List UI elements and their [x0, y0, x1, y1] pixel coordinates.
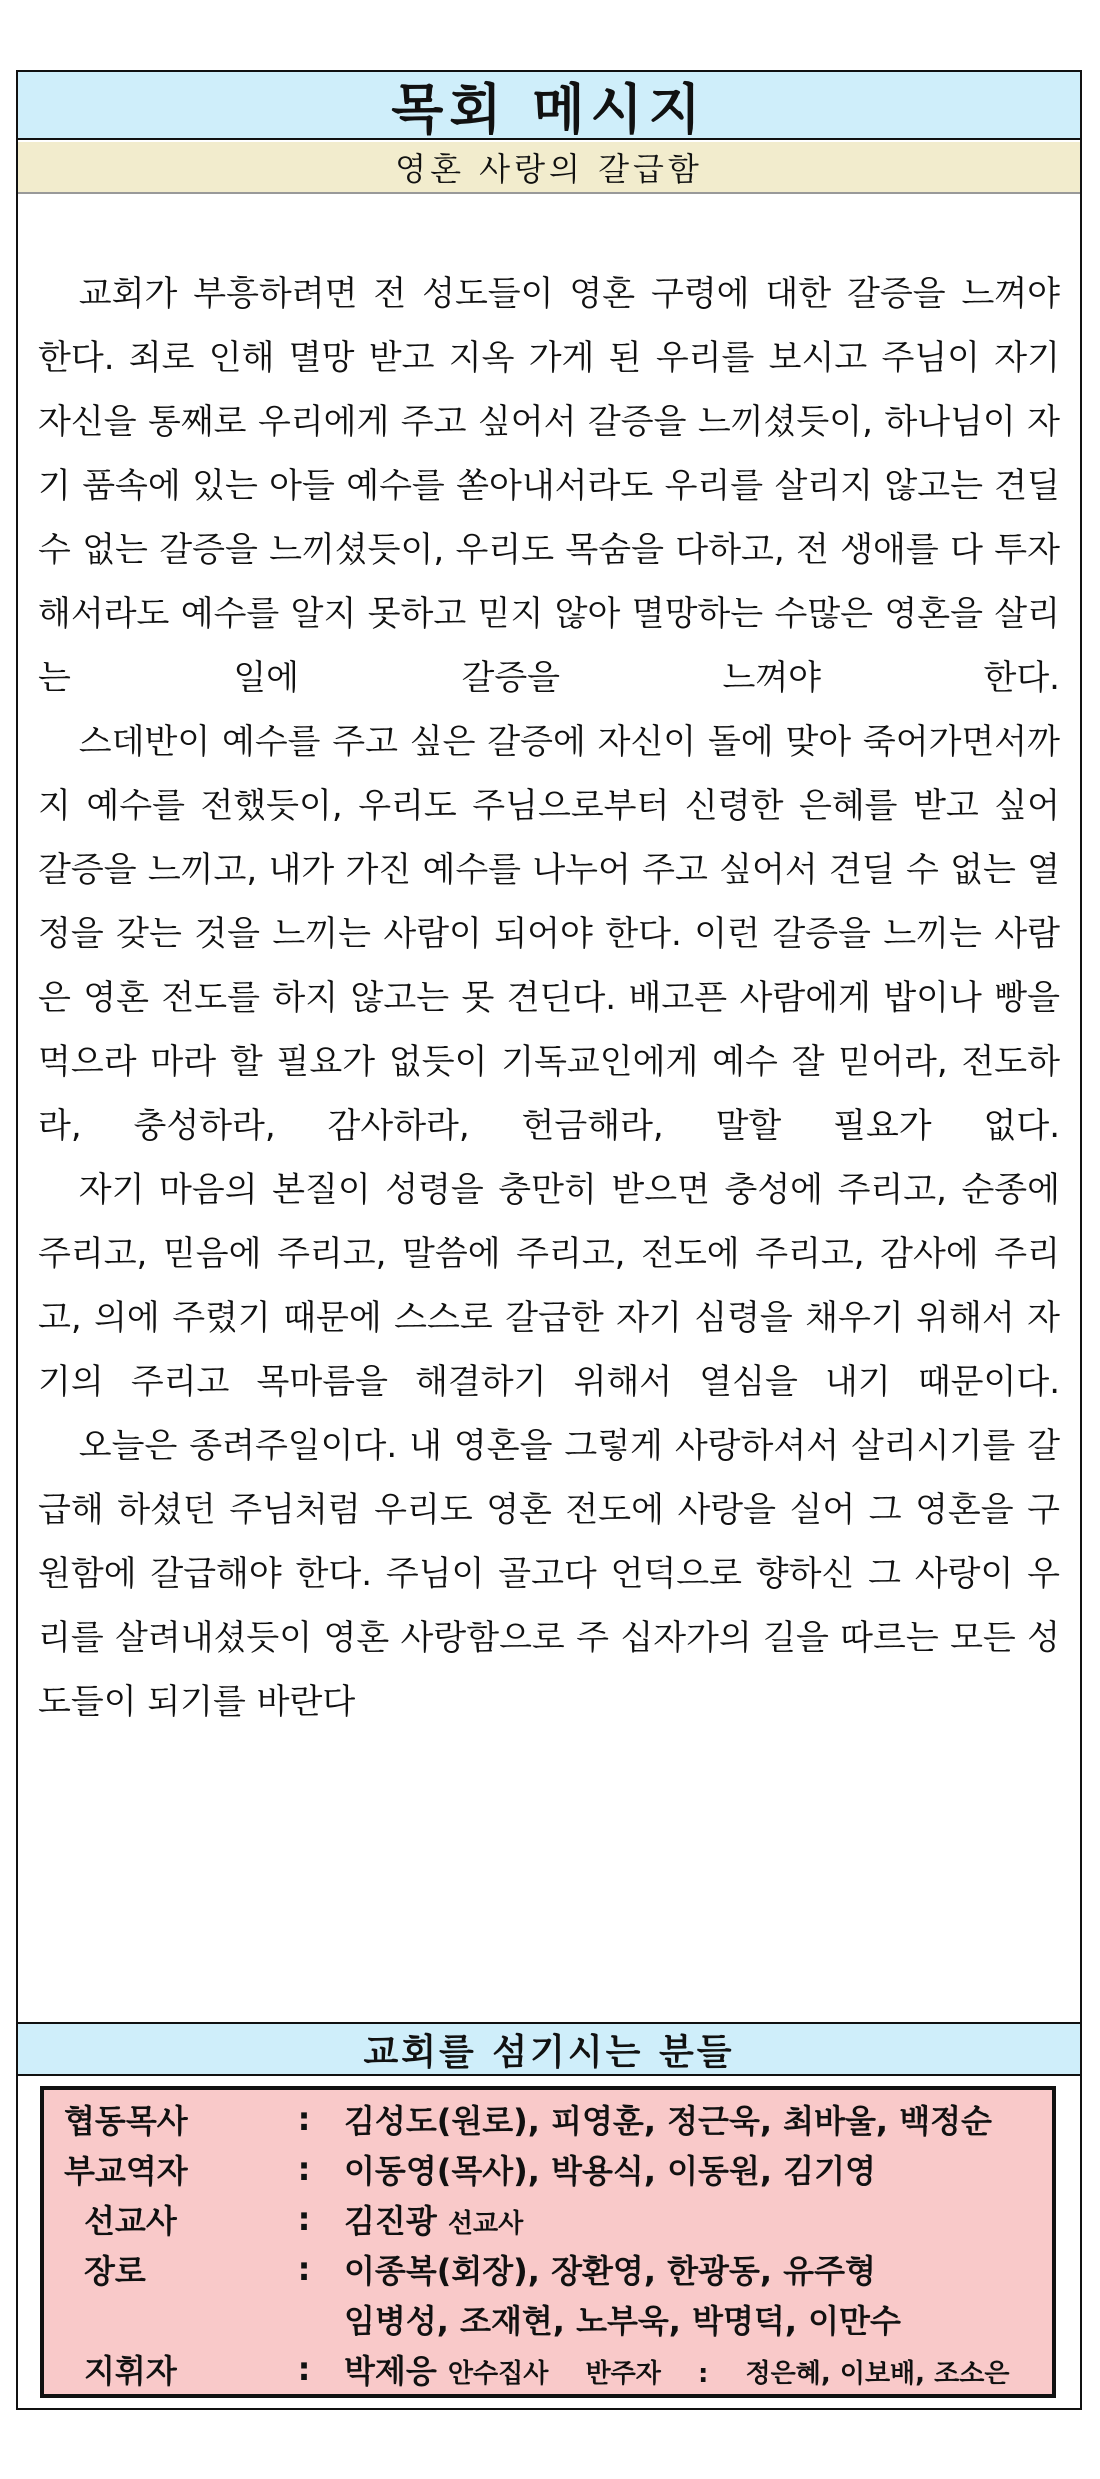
staff-row — [64, 2294, 1032, 2344]
message-paragraph: 스데반이 예수를 주고 싶은 갈증에 자신이 돌에 맞아 죽어가면서까지 예수를 전했듯이, 우리도 주님으로부터 신령한 은혜를 받고 싶어 갈증을 느끼고, 내가 가진 예수를 나누어 주고 싶어서 견딜 수 없는 열정을 갖는 것을 느끼는 사람이 되어야 한다. 이런 갈증을 느끼는 사람은 영혼 전도를 하지 않고는 못 견딘다. 배고픈 사람에게 밥이나 빵을 먹으라 마라 할 필요가 없듯이 기독교인에게 예수 잘 믿어라, 전도하라, 충성하라, 감사하라, 헌금해라, 말할 필요가 없다. — [38, 722, 1060, 1146]
staff-row — [64, 2344, 1032, 2394]
message-body — [38, 262, 1060, 1734]
staff-role: 선교사 — [84, 2202, 177, 2240]
title-bar — [18, 72, 1080, 140]
staff-title-suffix: 안수집사 — [447, 2359, 549, 2389]
accompanist-names: 정은혜, 이보배, 조소은 — [745, 2359, 1010, 2389]
staff-row — [64, 2094, 1032, 2144]
staff-names — [344, 2196, 1032, 2242]
staff-names: 이종복(회장), 장환영, 한광동, 유주형 — [344, 2252, 876, 2290]
staff-role: 지휘자 — [84, 2352, 177, 2390]
staff-row — [64, 2194, 1032, 2244]
message-subtitle: 영혼 사랑의 갈급함 — [395, 150, 703, 188]
message-paragraph: 오늘은 종려주일이다. 내 영혼을 그렇게 사랑하셔서 살리시기를 갈급해 하셨던 주님처럼 우리도 영혼 전도에 사랑을 실어 그 영혼을 구원함에 갈급해야 한다. 주님이 골고다 언덕으로 향하신 그 사랑이 우리를 살려내셨듯이 영혼 사랑함으로 주 십자가의 길을 따르는 모든 성도들이 되기를 바란다 — [38, 1426, 1060, 1722]
staff-title-suffix: 선교사 — [447, 2209, 524, 2239]
staff-names — [344, 2346, 1032, 2392]
staff-row — [64, 2244, 1032, 2294]
staff-role: 장로 — [84, 2252, 146, 2290]
staff-colon: : — [297, 2350, 311, 2388]
message-paragraph: 자기 마음의 본질이 성령을 충만히 받으면 충성에 주리고, 순종에 주리고, 믿음에 주리고, 말씀에 주리고, 전도에 주리고, 감사에 주리고, 의에 주렸기 때문에 스스로 갈급한 자기 심령을 채우기 위해서 자기의 주리고 목마름을 해결하기 위해서 열심을 내기 때문이다. — [38, 1170, 1060, 1402]
accompanist-label: 반주자 — [585, 2359, 661, 2389]
staff-names: 이동영(목사), 박용식, 이동원, 김기영 — [344, 2152, 876, 2190]
staff-name: 박제응 — [344, 2352, 437, 2390]
staff-colon: : — [297, 2200, 311, 2238]
staff-names: 김성도(원로), 피영훈, 정근욱, 최바울, 백정순 — [344, 2102, 992, 2140]
subtitle-bar — [18, 142, 1080, 194]
staff-list — [40, 2086, 1056, 2398]
message-frame — [16, 70, 1082, 2410]
message-paragraph: 교회가 부흥하려면 전 성도들이 영혼 구령에 대한 갈증을 느껴야 한다. 죄로 인해 멸망 받고 지옥 가게 된 우리를 보시고 주님이 자기 자신을 통째로 우리에게 주고 싶어서 갈증을 느끼셨듯이, 하나님이 자기 품속에 있는 아들 예수를 쏟아내서라도 우리를 살리지 않고는 견딜 수 없는 갈증을 느끼셨듯이, 우리도 목숨을 다하고, 전 생애를 다 투자해서라도 예수를 알지 못하고 믿지 않아 멸망하는 수많은 영혼을 살리는 일에 갈증을 느껴야 한다. — [38, 274, 1060, 698]
servants-title: 교회를 섬기시는 분들 — [363, 2031, 735, 2073]
staff-row — [64, 2144, 1032, 2194]
staff-colon: : — [698, 2359, 709, 2389]
staff-colon: : — [297, 2150, 311, 2188]
page-title: 목회 메시지 — [391, 77, 707, 141]
staff-colon: : — [297, 2250, 311, 2288]
staff-role: 협동목사 — [64, 2102, 188, 2140]
staff-names: 임병성, 조재현, 노부욱, 박명덕, 이만수 — [344, 2302, 901, 2340]
staff-role: 부교역자 — [64, 2152, 188, 2190]
staff-name: 김진광 — [344, 2202, 437, 2240]
staff-colon: : — [297, 2100, 311, 2138]
servants-header — [18, 2022, 1080, 2076]
